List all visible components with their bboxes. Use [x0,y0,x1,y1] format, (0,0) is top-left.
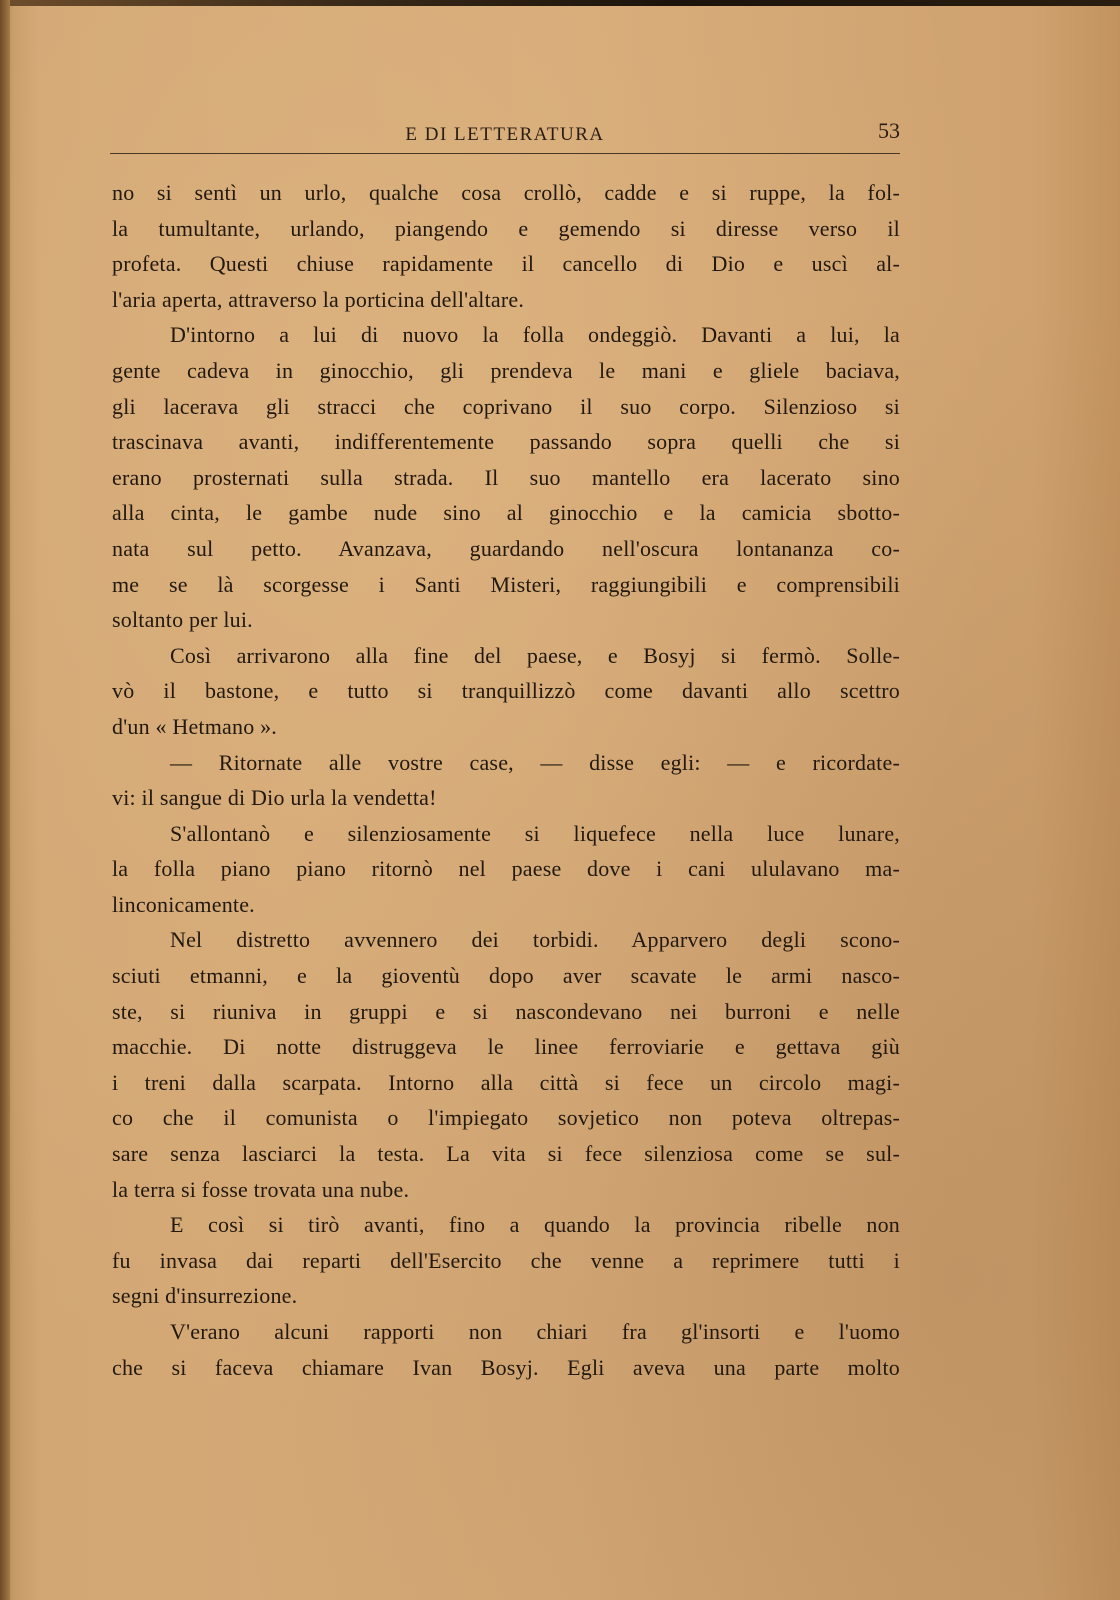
text-line: la terra si fosse trovata una nube. [112,1176,410,1202]
text-line: nata sul petto. Avanzava, guardando nell'oscura lontananza co- [112,535,900,561]
text-line: E così si tirò avanti, fino a quando la provincia ribelle non [170,1212,900,1238]
text-line: S'allontanò e silenziosamente si liquefece nella luce lunare, [170,820,900,846]
text-line: fu invasa dai reparti dell'Esercito che venne a reprimere tutti i [112,1247,900,1273]
text-line: segni d'insurrezione. [112,1283,298,1309]
header-rule [110,153,900,154]
running-head-title: E DI LETTERATURA [405,124,605,145]
text-line: co che il comunista o l'impiegato sovjetico non poteva oltrepas- [112,1105,900,1131]
page-top-edge [0,0,1120,6]
text-line: alla cinta, le gambe nude sino al ginocchio e la camicia sbotto- [112,500,900,526]
text-line: che si faceva chiamare Ivan Bosyj. Egli aveva una parte molto [112,1354,900,1380]
text-line: la folla piano piano ritornò nel paese dove i cani ululavano ma- [112,856,900,882]
text-line: l'aria aperta, attraverso la porticina dell'altare. [112,286,525,312]
text-line: i treni dalla scarpata. Intorno alla città si fece un circolo magi- [112,1069,900,1095]
text-line: ste, si riuniva in gruppi e si nascondevano nei burroni e nelle [112,998,900,1024]
body-text [112,175,900,1385]
text-line: soltanto per lui. [112,607,253,633]
text-line: Così arrivarono alla fine del paese, e Bosyj si fermò. Solle- [170,642,900,668]
text-line: sare senza lasciarci la testa. La vita si fece silenziosa come se sul- [112,1141,900,1167]
running-head [110,118,900,154]
text-line: vò il bastone, e tutto si tranquillizzò come davanti allo scettro [112,678,900,704]
text-line: V'erano alcuni rapporti non chiari fra gl'insorti e l'uomo [170,1319,900,1344]
text-line: gente cadeva in ginocchio, gli prendeva le mani e gliele baciava, [112,357,900,383]
text-line: macchie. Di notte distruggeva le linee ferroviarie e gettava giù [112,1034,900,1060]
text-line: me se là scorgesse i Santi Misteri, raggiungibili e comprensibili [112,571,900,597]
text-line: trascinava avanti, indifferentemente passando sopra quelli che si [112,429,900,455]
text-line: linconicamente. [112,891,255,917]
text-line: erano prosternati sulla strada. Il suo mantello era lacerato sino [112,464,900,490]
text-line: profeta. Questi chiuse rapidamente il cancello di Dio e uscì al- [112,251,900,277]
text-line: sciuti etmanni, e la gioventù dopo aver scavate le armi nasco- [112,963,900,989]
text-line: no si sentì un urlo, qualche cosa crollò, cadde e si ruppe, la fol- [112,180,900,205]
text-line: D'intorno a lui di nuovo la folla ondeggiò. Davanti a lui, la [170,322,900,348]
text-line: d'un « Hetmano ». [112,713,278,739]
text-line: — Ritornate alle vostre case, — disse egli: — e ricordate- [170,749,900,775]
text-line: vi: il sangue di Dio urla la vendetta! [112,785,437,811]
text-line: Nel distretto avvennero dei torbidi. Apparvero degli scono- [170,927,900,953]
page-number: 53 [878,118,900,143]
text-line: la tumultante, urlando, piangendo e gemendo si diresse verso il [112,215,900,241]
page-binding-edge [0,0,10,1600]
text-line: gli lacerava gli stracci che coprivano il suo corpo. Silenzioso si [112,393,900,419]
